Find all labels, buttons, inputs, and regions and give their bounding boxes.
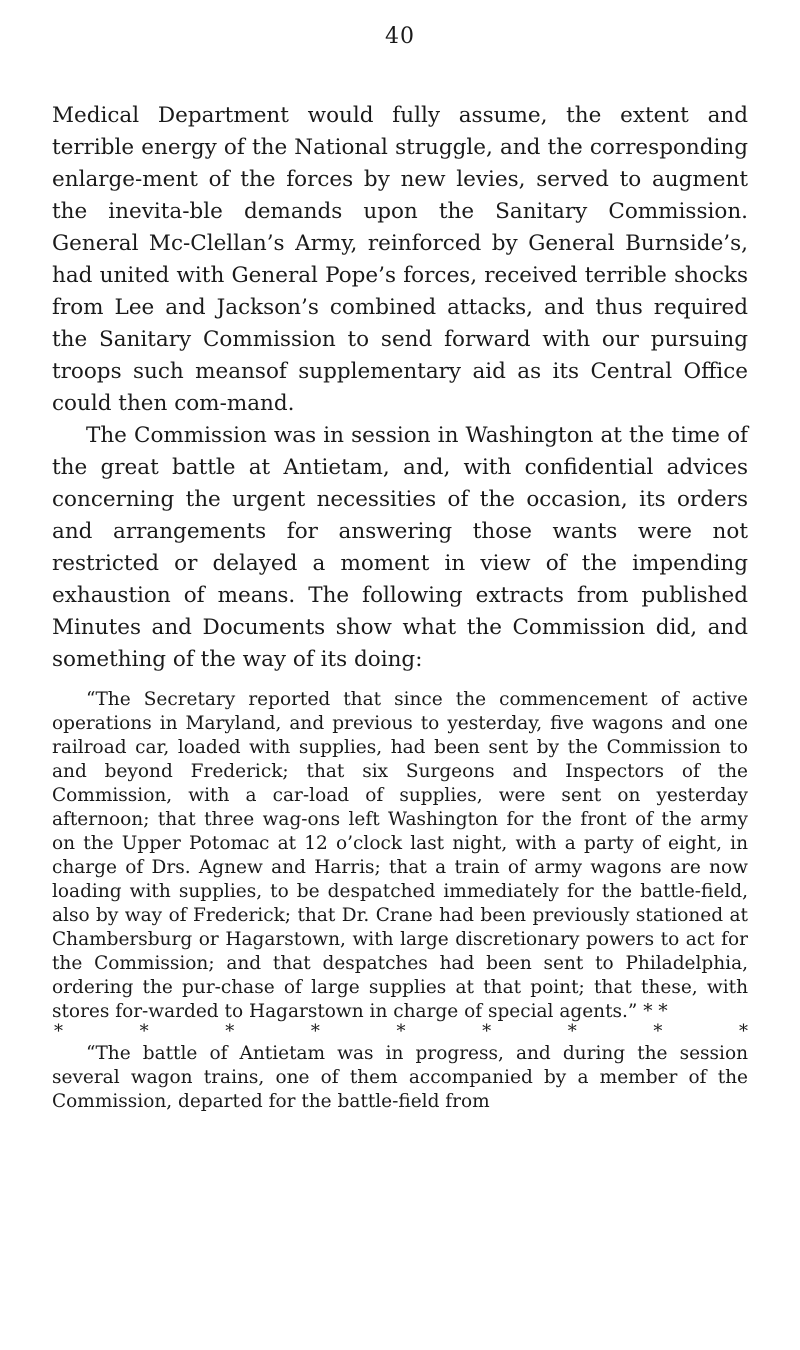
asterisk: * <box>139 1021 149 1042</box>
body-text <box>52 100 748 1114</box>
asterisk: * <box>54 1021 63 1042</box>
asterisk: * <box>310 1021 320 1042</box>
asterisk: * <box>653 1021 663 1042</box>
quote-antietam-battle: “The battle of Antietam was in progress, and during the session several wagon trains, one of them accompanied by a member of the Commission, departed for the battle-field from <box>52 1043 748 1112</box>
paragraph-1: Medical Department would fully assume, the extent and terrible energy of the National struggle, and the corresponding enlarge-ment of the forces by new levies, served to augment the inevita-ble demands upon the Sanitary Commission. General Mc-Clellan’s Army, reinforced by General Burnside’s, had united with General Pope’s forces, received terrible shocks from Lee and Jackson’s combined attacks, and thus required the Sanitary Commission to send forward with our pursuing troops such meansof supplementary aid as its Central Office could then com-mand. <box>52 103 748 416</box>
asterisk: * <box>482 1021 492 1042</box>
asterisk: * <box>739 1021 748 1042</box>
page-number: 40 <box>385 24 415 49</box>
asterisk-divider <box>52 1021 748 1042</box>
quote-secretary-report: “The Secretary reported that since the commencement of active operations in Maryland, and previous to yesterday, five wagons and one railroad car, loaded with supplies, had been sent by the Commission to and beyond Frederick; that six Surgeons and Inspectors of the Commission, with a car-load of supplies, were sent on yesterday afternoon; that three wag-ons left Washington for the front of the army on the Upper Potomac at 12 o’clock last night, with a party of eight, in charge of Drs. Agnew and Harris; that a train of army wagons are now loading with supplies, to be despatched immediately for the battle-field, also by way of Frederick; that Dr. Crane had been previously stationed at Chambersburg or Hagarstown, with large discretionary powers to act for the Commission; and that despatches had been sent to Philadelphia, ordering the pur-chase of large supplies at that point; that these, with stores for-warded to Hagarstown in charge of special agents.” * * <box>52 689 748 1022</box>
asterisk: * <box>567 1021 577 1042</box>
paragraph-2: The Commission was in session in Washington at the time of the great battle at Antietam, and, with confidential advices concerning the urgent necessities of the occasion, its orders and arrangements for answering those wants were not restricted or delayed a moment in view of the impending exhaustion of means. The following extracts from published Minutes and Documents show what the Commission did, and something of the way of its doing: <box>52 423 748 672</box>
asterisk: * <box>396 1021 406 1042</box>
asterisk: * <box>225 1021 235 1042</box>
